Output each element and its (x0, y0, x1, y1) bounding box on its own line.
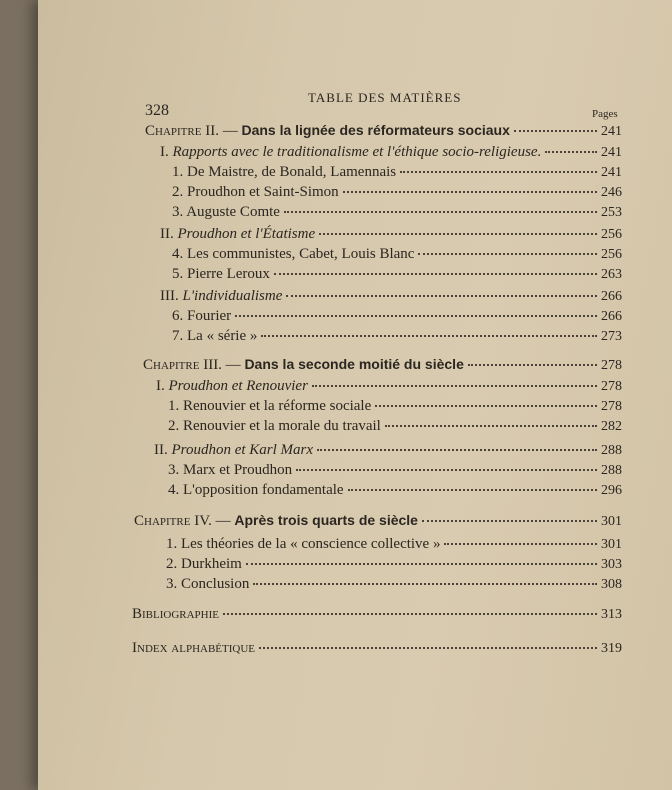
dot-leader (468, 363, 597, 366)
dot-leader (343, 190, 597, 193)
dot-leader (235, 314, 597, 317)
chapter-title: Dans la lignée des réformateurs sociaux (241, 122, 510, 138)
item-title: Renouvier et la morale du travail (183, 418, 381, 434)
toc-item (168, 462, 622, 479)
section-title: Rapports avec le traditionalisme et l'éthique socio-religieuse. (172, 144, 542, 160)
toc-item (168, 482, 622, 499)
toc-section (156, 378, 622, 395)
item-title: Les communistes, Cabet, Louis Blanc (187, 246, 415, 262)
item-title: Index alphabétique (132, 640, 256, 656)
page-ref: 246 (601, 185, 622, 200)
toc-item (166, 576, 622, 593)
item-title: Conclusion (181, 576, 250, 592)
dot-leader (296, 468, 597, 471)
page-ref: 313 (601, 607, 622, 622)
section-title: Proudhon et Karl Marx (171, 442, 314, 458)
page-title: TABLE DES MATIÈRES (308, 90, 462, 105)
page-ref: 256 (601, 227, 622, 242)
page-ref: 266 (601, 309, 622, 324)
section-prefix: II. (160, 226, 178, 242)
page-ref: 241 (601, 165, 622, 180)
page-ref: 266 (601, 289, 622, 304)
page-ref: 273 (601, 329, 622, 344)
toc-item (172, 308, 622, 325)
item-prefix: 1. (168, 398, 183, 414)
page-ref: 278 (601, 358, 622, 373)
dot-leader (284, 210, 597, 213)
page-ref: 256 (601, 247, 622, 262)
dot-leader (422, 519, 597, 522)
page-ref: 288 (601, 463, 622, 478)
item-prefix: 1. (172, 164, 187, 180)
toc-chapter-4 (134, 512, 622, 530)
dot-leader (317, 448, 597, 451)
toc-chapter-2 (145, 122, 622, 140)
page-ref: 278 (601, 399, 622, 414)
item-title: Marx et Proudhon (183, 462, 293, 478)
section-title: Proudhon et l'Étatisme (177, 226, 316, 242)
chapter-prefix: Chapitre IV. — (134, 513, 235, 529)
dot-leader (259, 646, 597, 649)
item-title: Bibliographie (132, 606, 219, 622)
dot-leader (400, 170, 597, 173)
page-ref: 282 (601, 419, 622, 434)
page-ref: 308 (601, 577, 622, 592)
toc-section (154, 442, 622, 459)
page-ref: 241 (601, 124, 622, 139)
section-title: Proudhon et Renouvier (168, 378, 308, 394)
toc-chapter-3 (143, 356, 622, 374)
toc-item (168, 398, 622, 415)
item-prefix: 2. (168, 418, 183, 434)
dot-leader (246, 562, 597, 565)
chapter-title: Dans la seconde moitié du siècle (244, 356, 464, 372)
item-title: La « série » (187, 328, 258, 344)
dot-leader (286, 294, 597, 297)
toc-item (172, 164, 622, 181)
section-prefix: III. (160, 288, 183, 304)
item-prefix: 3. (168, 462, 183, 478)
toc-item (168, 418, 622, 435)
dot-leader (274, 272, 597, 275)
toc-section (160, 288, 622, 305)
toc-item (172, 204, 622, 221)
chapter-title: Après trois quarts de siècle (234, 512, 418, 528)
dot-leader (444, 542, 597, 545)
page-ref: 253 (601, 205, 622, 220)
dot-leader (514, 129, 597, 132)
page-ref: 301 (601, 537, 622, 552)
item-prefix: 7. (172, 328, 187, 344)
dot-leader (253, 582, 597, 585)
dot-leader (312, 384, 597, 387)
section-prefix: I. (160, 144, 173, 160)
dot-leader (348, 488, 597, 491)
item-prefix: 2. (166, 556, 181, 572)
page-ref: 288 (601, 443, 622, 458)
dot-leader (319, 232, 597, 235)
toc-item (166, 556, 622, 573)
toc-item (166, 536, 622, 553)
item-title: Renouvier et la réforme sociale (183, 398, 372, 414)
page-ref: 319 (601, 641, 622, 656)
item-title: Pierre Leroux (187, 266, 270, 282)
page-ref: 241 (601, 145, 622, 160)
toc-item (172, 328, 622, 345)
dot-leader (223, 612, 597, 615)
item-prefix: 2. (172, 184, 187, 200)
page-number: 328 (145, 102, 169, 119)
item-prefix: 3. (172, 204, 187, 220)
page-ref: 301 (601, 514, 622, 529)
section-prefix: I. (156, 378, 169, 394)
chapter-prefix: Chapitre II. — (145, 123, 242, 139)
dot-leader (375, 404, 597, 407)
page-ref: 303 (601, 557, 622, 572)
pages-column-label: Pages (592, 108, 618, 120)
toc-bibliography (132, 606, 622, 623)
dot-leader (261, 334, 597, 337)
toc-section (160, 226, 622, 243)
item-title: Fourier (187, 308, 232, 324)
chapter-prefix: Chapitre III. — (143, 357, 245, 373)
item-title: Auguste Comte (186, 204, 280, 220)
page-ref: 296 (601, 483, 622, 498)
toc-section (160, 144, 622, 161)
page-ref: 263 (601, 267, 622, 282)
item-prefix: 3. (166, 576, 181, 592)
dot-leader (385, 424, 597, 427)
item-prefix: 5. (172, 266, 187, 282)
section-title: L'individualisme (182, 288, 283, 304)
dot-leader (545, 150, 597, 153)
item-prefix: 1. (166, 536, 181, 552)
item-prefix: 4. (168, 482, 183, 498)
page-ref: 278 (601, 379, 622, 394)
item-title: L'opposition fondamentale (183, 482, 344, 498)
item-title: Proudhon et Saint-Simon (187, 184, 339, 200)
toc-index (132, 640, 622, 657)
toc-item (172, 184, 622, 201)
item-title: De Maistre, de Bonald, Lamennais (187, 164, 397, 180)
toc-item (172, 266, 622, 283)
item-title: Durkheim (181, 556, 242, 572)
dot-leader (418, 252, 597, 255)
item-prefix: 4. (172, 246, 187, 262)
section-prefix: II. (154, 442, 172, 458)
toc-item (172, 246, 622, 263)
item-prefix: 6. (172, 308, 187, 324)
item-title: Les théories de la « conscience collective » (181, 536, 441, 552)
